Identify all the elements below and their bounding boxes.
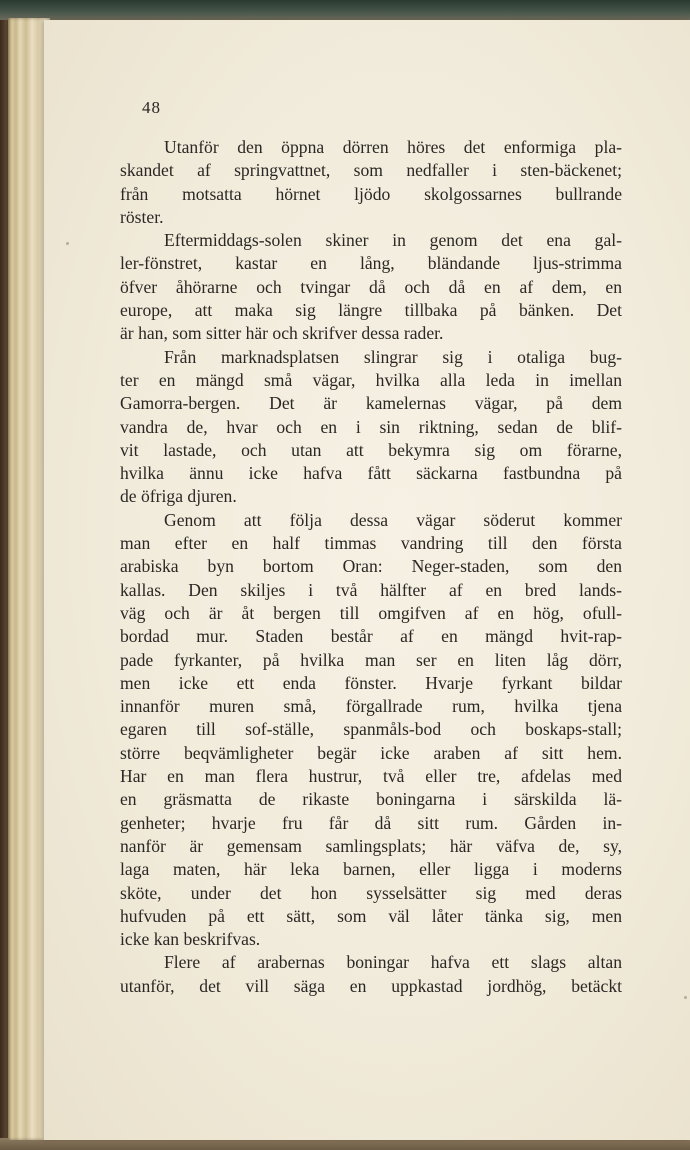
text-line: man efter en half timmas vandring till den första — [120, 533, 622, 554]
text-line: väg och är åt bergen till omgifven af en hög, ofull- — [120, 602, 622, 623]
text-line: Har en man flera hustrur, två eller tre, afdelas med — [120, 766, 622, 787]
top-edge-shadow — [0, 0, 690, 20]
text-line: är han, som sitter här och skrifver dessa rader. — [120, 323, 444, 344]
text-line: ter en mängd små vägar, hvilka alla leda in imellan — [120, 369, 622, 390]
text-line: Flere af arabernas boningar hafva ett slags altan — [164, 952, 622, 973]
text-line: icke kan beskrifvas. — [120, 929, 261, 950]
text-line: sköte, under det hon sysselsätter sig med deras — [120, 882, 622, 903]
text-line: en gräsmatta de rikaste boningarna i särskilda lä- — [120, 789, 622, 810]
text-line: hufvuden på ett sätt, som väl låter tänka sig, men — [120, 905, 622, 926]
text-line: Utanför den öppna dörren höres det enformiga pla- — [164, 137, 622, 157]
text-line: utanför, det vill säga en uppkastad jordhög, betäckt — [120, 975, 622, 996]
paper-speck — [684, 996, 687, 999]
text-line: de öfriga djuren. — [120, 486, 237, 507]
text-line: från motsatta hörnet ljödo skolgossarnes bullrande — [120, 183, 622, 204]
body-text — [120, 136, 622, 998]
text-line: arabiska byn bortom Oran: Neger-staden, som den — [120, 556, 622, 577]
text-line: europe, att maka sig längre tillbaka på bänken. Det — [120, 300, 622, 321]
text-line: Eftermiddags-solen skiner in genom det ena gal- — [164, 230, 622, 251]
text-line: röster. — [120, 206, 164, 227]
text-line: men icke ett enda fönster. Hvarje fyrkant bildar — [120, 672, 622, 693]
text-line: vit lastade, och utan att bekymra sig om förarne, — [120, 439, 622, 460]
text-line: Genom att följa dessa vägar söderut kommer — [164, 509, 622, 530]
text-line: hvilka ännu icke hafva fått säckarna fastbundna på — [120, 463, 622, 484]
paper-speck — [66, 242, 69, 245]
text-line: nanför är gemensam samlingsplats; här väfva de, sy, — [120, 835, 622, 856]
text-line: Gamorra-bergen. Det är kamelernas vägar, på dem — [120, 393, 622, 414]
text-line: skandet af springvattnet, som nedfaller i sten-bäckenet; — [120, 160, 622, 181]
text-line: kallas. Den skiljes i två hälfter af en bred lands- — [120, 579, 622, 600]
text-line: pade fyrkanter, på hvilka man ser en liten låg dörr, — [120, 649, 622, 670]
text-line: innanför muren små, förgallrade rum, hvilka tjena — [120, 696, 622, 717]
text-line: öfver åhörarne och tvingar då och då en af dem, en — [120, 276, 622, 297]
page-number: 48 — [142, 98, 161, 117]
text-line: vandra de, hvar och en i sin riktning, sedan de blif- — [120, 416, 622, 437]
text-line: egaren till sof-ställe, spanmåls-bod och boskaps-stall; — [120, 719, 622, 740]
text-line: bordad mur. Staden består af en mängd hvit-rap- — [120, 626, 622, 647]
text-line: Från marknadsplatsen slingrar sig i otaliga bug- — [164, 346, 622, 367]
text-line: laga maten, här leka barnen, eller ligga i moderns — [120, 859, 622, 880]
text-line: ler-fönstret, kastar en lång, bländande ljus-strimma — [120, 253, 622, 274]
text-line: genheter; hvarje fru får då sitt rum. Gården in- — [120, 812, 622, 833]
text-line: större beqvämligheter begär icke araben af sitt hem. — [120, 742, 622, 763]
